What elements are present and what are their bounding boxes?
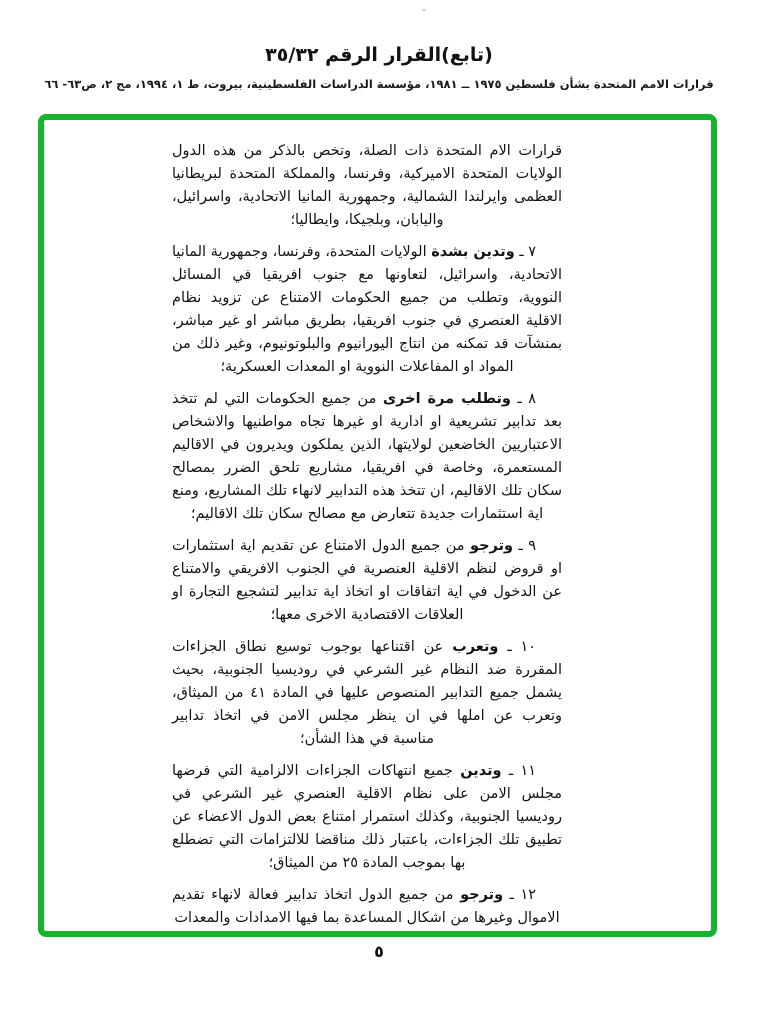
paragraph-12 — [172, 884, 562, 930]
source-citation: قرارات الامم المتحدة بشأن فلسطين ١٩٧٥ ــ ١٩٨١، مؤسسة الدراسات الفلسطينية، بيروت، ط ١، ١٩٩٤، مج ٢، ص٦٣- ٦٦ — [44, 77, 714, 91]
page-number: ٥ — [374, 942, 384, 961]
page-header — [0, 44, 758, 91]
paragraph-8 — [172, 388, 562, 526]
paragraph-text: قرارات الام المتحدة ذات الصلة، وتخص بالذكر من هذه الدول الولايات المتحدة الاميركية، وفرنسا، والمملكة المتحدة لبريطانيا العظمى وايرلندا الشمالية، وجمهورية المانيا الاتحادية، واسرائيل، واليابان، وبلجيكا، وايطاليا؛ — [172, 143, 562, 228]
paragraph-lead: وتعرب — [452, 639, 499, 655]
paragraph-7 — [172, 241, 562, 379]
paragraph-number: ١٠ ـ — [507, 639, 537, 655]
paragraph-number: ٧ ـ — [519, 244, 536, 260]
paragraph-text: عن اقتناعها بوجوب توسيع نطاق الجزاءات المقررة ضد النظام غير الشرعي في روديسيا الجنوبية، بحيث يشمل جميع التدابير المنصوص عليها في المادة ٤١ من الميثاق، وتعرب عن املها في ان ينظر مجلس الامن في اتخاذ تدابير مناسبة في هذا الشأن؛ — [172, 639, 563, 747]
paragraph-10 — [172, 636, 562, 751]
paragraph-lead: وتدين — [460, 763, 502, 779]
paragraph-number: ٨ ـ — [517, 391, 537, 407]
paragraph-lead: وتدين بشدة — [431, 244, 515, 260]
paragraph-lead: وترجو — [470, 538, 514, 554]
scan-speck — [422, 9, 426, 11]
paragraph-text: جميع انتهاكات الجزاءات الالزامية التي فرضها مجلس الامن على نظام الاقلية العنصري غير الشرعي في روديسيا الجنوبية، وكذلك استمرار امتناع بعض الدول الاعضاء عن تطبيق تلك الجزاءات، باعتبار ذلك مناقضا للالتزامات التي تضطلع بها بموجب المادة ٢٥ من الميثاق؛ — [172, 763, 562, 871]
paragraph-number: ١١ ـ — [508, 763, 537, 779]
paragraph-number: ١٢ ـ — [509, 887, 537, 903]
paragraph-text: الولايات المتحدة، وفرنسا، وجمهورية المانيا الاتحادية، واسرائيل، لتعاونها مع جنوب افريقيا في المسائل النووية، وتطلب من جميع الحكومات الامتناع عن تزويد نظام الاقلية العنصري في جنوب افريقيا، بطريق مباشر او غير مباشر، بمنشآت قد تمكنه من انتاج اليورانيوم والبلوتونيوم، وغير ذلك من المواد او المفاعلات النووية او المعدات العسكرية؛ — [171, 244, 562, 375]
paragraph-lead: وتطلب مرة اخرى — [382, 391, 511, 407]
paragraph-text: من جميع الدول الامتناع عن تقديم اية استثمارات او قروض لنظم الاقلية العنصرية في الجنوب الافريقي والامتناع عن الدخول في اية اتفاقات او اتخاذ اية تدابير لتشجيع التجارة او العلاقات الاقتصادية الاخرى معها؛ — [172, 538, 562, 623]
resolution-body — [172, 140, 562, 937]
paragraph-text: من جميع الدول اتخاذ تدابير فعالة لانهاء تقديم الاموال وغيرها من اشكال المساعدة بما فيها الامدادات والمعدات — [172, 887, 560, 926]
paragraph-number: ٩ ـ — [518, 538, 537, 554]
resolution-title: (تابع)القرار الرقم ٣٥/٣٢ — [265, 44, 493, 66]
green-frame — [38, 114, 717, 937]
paragraph-11 — [172, 760, 562, 875]
paragraph-9 — [172, 535, 562, 627]
paragraph-text: من جميع الحكومات التي لم تتخذ بعد تدابير تشريعية او ادارية او غيرها تجاه مواطنيها والاشخاص الاعتباريين الخاضعين لولايتها، الذين يملكون ويديرون في الاقاليم المستعمرة، وخاصة في افريقيا، مشاريع تلحق الضرر بمصالح سكان تلك الاقاليم، ان تتخذ هذه التدابير لانهاء تلك المشاريع، ومنع اية استثمارات جديدة تتعارض مع مصالح سكان تلك الاقاليم؛ — [172, 391, 562, 522]
continuation-paragraph — [172, 140, 562, 232]
paragraph-lead: وترجو — [460, 887, 504, 903]
